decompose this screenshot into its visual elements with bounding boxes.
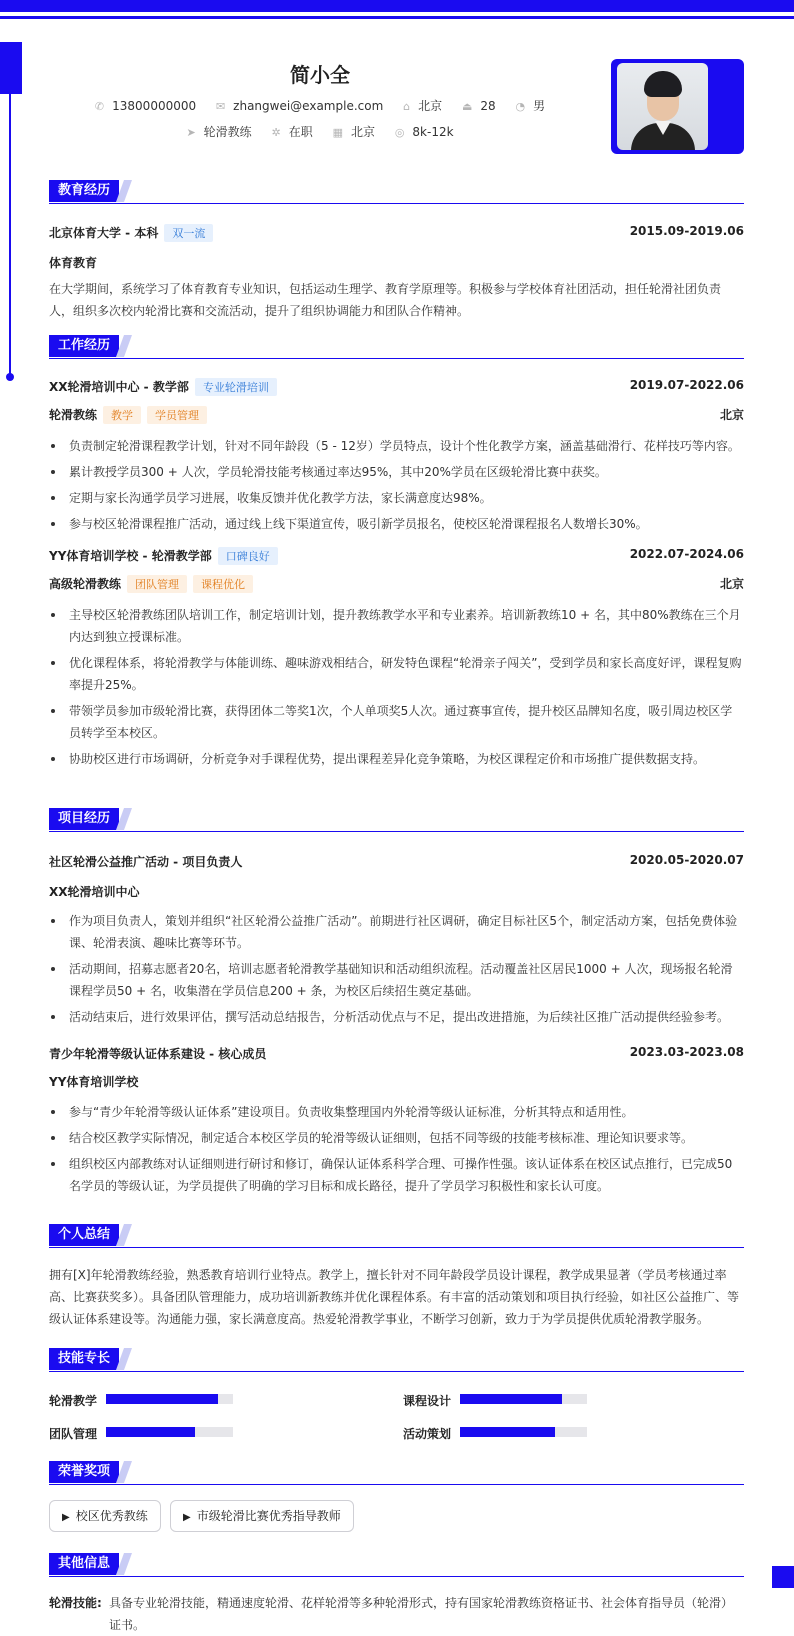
job-2-date: 2022.07-2024.06 (629, 547, 744, 561)
summary-title: 个人总结 (49, 1224, 119, 1246)
job-2-skill-tag: 团队管理 (127, 575, 187, 593)
status-item (272, 123, 313, 140)
top-accent-bar (0, 0, 794, 12)
project-1-date: 2020.05-2020.07 (629, 853, 744, 867)
right-accent-block (772, 1566, 794, 1588)
projects-title: 项目经历 (49, 808, 119, 830)
job-1-company: XX轮滑培训中心 - 教学部 (49, 380, 189, 394)
summary-section-header (49, 1224, 744, 1248)
other-title: 其他信息 (49, 1553, 119, 1575)
job-1-city: 北京 (719, 408, 744, 422)
gear-icon: ✲ (271, 126, 281, 139)
award-badge (49, 1500, 161, 1532)
job-intent-row (0, 123, 640, 140)
job-2-tag: 口碑良好 (218, 547, 278, 565)
list-item: 累计教授学员300 + 人次，学员轮滑技能考核通过率达95%，其中20%学员在区级轮滑比赛中获奖。 (49, 461, 744, 483)
resume-name: 简小全 (290, 63, 350, 87)
project-2-date: 2023.03-2023.08 (629, 1045, 744, 1059)
education-major: 体育教育 (49, 256, 98, 270)
send-icon: ➤ (186, 126, 196, 139)
education-date: 2015.09-2019.06 (629, 224, 744, 238)
award-label: 市级轮滑比赛优秀指导教师 (196, 1509, 341, 1523)
project-1-row (49, 853, 744, 870)
salary-text: 8k-12k (412, 125, 454, 139)
job-2-city: 北京 (719, 577, 744, 591)
phone-text: 13800000000 (112, 99, 197, 113)
skill-name: 活动策划 (403, 1427, 452, 1441)
list-item: 主导校区轮滑教练团队培训工作，制定培训计划，提升教练教学水平和专业素养。培训新教练10 + 名，其中80%教练在三个月内达到独立授课标准。 (49, 604, 744, 648)
awards-title: 荣誉奖项 (49, 1461, 119, 1483)
job-2-company: YY体育培训学校 - 轮滑教学部 (49, 549, 212, 563)
school-tag: 双一流 (164, 224, 213, 242)
avatar (617, 63, 708, 150)
location-text: 北京 (418, 99, 443, 113)
job-2-skill-tag: 课程优化 (193, 575, 253, 593)
project-2-name: 青少年轮滑等级认证体系建设 - 核心成员 (49, 1047, 267, 1061)
list-item: 组织校区内部教练对认证细则进行研讨和修订，确保认证体系科学合理、可操作性强。该认证体系在校区试点推行，已完成50名学员的等级认证，为学员提供了明确的学习目标和成长路径，提升了学员学习积极性和家长认可度。 (49, 1153, 744, 1197)
job-2-company-row (49, 547, 744, 565)
age-text: 28 (480, 99, 496, 113)
play-icon: ▶ (183, 1512, 191, 1523)
work-section-header (49, 335, 744, 359)
top-accent-line (0, 16, 794, 19)
job-1-role: 轮滑教练 (49, 408, 98, 422)
list-item: 参与校区轮滑课程推广活动，通过线上线下渠道宣传，吸引新学员报名，使校区轮滑课程报名人数增长30%。 (49, 513, 744, 535)
contact-row (0, 97, 640, 114)
skill-name: 课程设计 (403, 1394, 452, 1408)
skill-name: 团队管理 (49, 1427, 98, 1441)
job-2-role: 高级轮滑教练 (49, 577, 122, 591)
gender-item (515, 97, 545, 114)
mail-icon: ✉ (215, 100, 226, 113)
skill-bar-fill (106, 1394, 218, 1404)
play-icon: ▶ (62, 1512, 70, 1523)
project-1-name: 社区轮滑公益推广活动 - 项目负责人 (49, 855, 243, 869)
phone-icon: ✆ (94, 100, 105, 113)
award-label: 校区优秀教练 (75, 1509, 148, 1523)
job-1-skill-tag: 教学 (103, 406, 141, 424)
summary-text: 拥有[X]年轮滑教练经验，熟悉教育培训行业特点。教学上，擅长针对不同年龄段学员设计课程，教学成果显著（学员考核通过率高、比赛获奖多）。具备团队管理能力，成功培训新教练并优化课程体系。有丰富的活动策划和项目执行经验，如社区公益推广、等级认证体系建设等。沟通能力强，家长满意度高。热爱轮滑教学事业，不断学习创新，致力于为学员提供优质轮滑教学服务。 (49, 1268, 740, 1326)
list-item: 活动结束后，进行效果评估，撰写活动总结报告，分析活动优点与不足，提出改进措施，为后续社区推广活动提供经验参考。 (49, 1006, 744, 1028)
home-icon: ⌂ (403, 100, 411, 113)
job-2-bullets (49, 604, 744, 774)
list-item: 定期与家长沟通学员学习进展，收集反馈并优化教学方法，家长满意度达98%。 (49, 487, 744, 509)
list-item: 带领学员参加市级轮滑比赛，获得团体二等奖1次，个人单项奖5人次。通过赛事宣传，提升校区品牌知名度，吸引周边校区学员转学至本校区。 (49, 700, 744, 744)
list-item: 作为项目负责人，策划并组织“社区轮滑公益推广活动”。前期进行社区调研，确定目标社区5个，制定活动方案，包括免费体验课、轮滑表演、趣味比赛等环节。 (49, 910, 744, 954)
job-1-bullets (49, 435, 744, 539)
skill-bar-fill (460, 1427, 555, 1437)
job-1-skill-tag: 学员管理 (147, 406, 207, 424)
email-item (216, 99, 383, 113)
status-text: 在职 (288, 125, 313, 139)
job-1-tag: 专业轮滑培训 (195, 378, 277, 396)
profile-photo-frame (611, 59, 744, 154)
education-title: 教育经历 (49, 180, 119, 202)
skills-title: 技能专长 (49, 1348, 119, 1370)
education-school-row (49, 224, 744, 242)
project-2-row (49, 1045, 744, 1062)
building-icon: ▦ (332, 126, 343, 139)
job-2-role-row (49, 575, 744, 593)
project-2-org: YY体育培训学校 (49, 1075, 139, 1089)
skill-bar (106, 1427, 233, 1437)
projects-section-header (49, 808, 744, 832)
other-section-header (49, 1553, 744, 1577)
other-text: 具备专业轮滑技能，精通速度轮滑、花样轮滑等多种轮滑形式，持有国家轮滑教练资格证书、社会体育指导员（轮滑）证书。 (109, 1596, 734, 1632)
skill-bar (106, 1394, 233, 1404)
skills-section-header (49, 1348, 744, 1372)
skill-bar (460, 1394, 587, 1404)
other-label: 轮滑技能: (49, 1596, 102, 1610)
job-1-date: 2019.07-2022.06 (629, 378, 744, 392)
other-info-row (49, 1592, 744, 1636)
list-item: 结合校区教学实际情况，制定适合本校区学员的轮滑等级认证细则，包括不同等级的技能考核标准、理论知识要求等。 (49, 1127, 744, 1149)
gender-text: 男 (533, 99, 546, 113)
phone-item (95, 99, 196, 113)
salary-item (395, 125, 454, 139)
city-item (333, 123, 375, 140)
gender-icon: ◔ (515, 100, 526, 113)
city-text: 北京 (350, 125, 375, 139)
skill-bar-fill (460, 1394, 562, 1404)
job-1-role-row (49, 406, 744, 424)
left-accent-dot (6, 373, 14, 381)
skill-bar (460, 1427, 587, 1437)
job-text: 轮滑教练 (203, 125, 252, 139)
skill-bar-fill (106, 1427, 195, 1437)
job-item (186, 123, 251, 140)
email-text: zhangwei@example.com (233, 99, 384, 113)
list-item: 协助校区进行市场调研，分析竞争对手课程优势，提出课程差异化竞争策略，为校区课程定价和市场推广提供数据支持。 (49, 748, 744, 770)
skill-name: 轮滑教学 (49, 1394, 98, 1408)
list-item: 优化课程体系，将轮滑教学与体能训练、趣味游戏相结合，研发特色课程“轮滑亲子闯关”，受到学员和家长高度好评，课程复购率提升25%。 (49, 652, 744, 696)
lock-icon: ⏏ (461, 100, 473, 113)
project-1-org: XX轮滑培训中心 (49, 885, 140, 899)
education-desc: 在大学期间，系统学习了体育教育专业知识，包括运动生理学、教育学原理等。积极参与学校体育社团活动，担任轮滑社团负责人，组织多次校内轮滑比赛和交流活动，提升了组织协调能力和团队合作精神。 (49, 282, 722, 318)
project-2-bullets (49, 1101, 744, 1201)
work-title: 工作经历 (49, 335, 119, 357)
job-1-company-row (49, 378, 744, 396)
awards-section-header (49, 1461, 744, 1485)
school-name: 北京体育大学 - 本科 (49, 226, 159, 240)
list-item: 活动期间，招募志愿者20名，培训志愿者轮滑教学基础知识和活动组织流程。活动覆盖社区居民1000 + 人次，现场报名轮滑课程学员50 + 名，收集潜在学员信息200 + 条，为校区后续招生奠定基础。 (49, 958, 744, 1002)
age-item (462, 99, 496, 113)
list-item: 负责制定轮滑课程教学计划，针对不同年龄段（5 - 12岁）学员特点，设计个性化教学方案，涵盖基础滑行、花样技巧等内容。 (49, 435, 744, 457)
award-badge (170, 1500, 354, 1532)
coin-icon: ◎ (394, 126, 405, 139)
project-1-bullets (49, 910, 744, 1032)
list-item: 参与“青少年轮滑等级认证体系”建设项目。负责收集整理国内外轮滑等级认证标准，分析其特点和适用性。 (49, 1101, 744, 1123)
education-section-header (49, 180, 744, 204)
location-item (403, 97, 442, 114)
